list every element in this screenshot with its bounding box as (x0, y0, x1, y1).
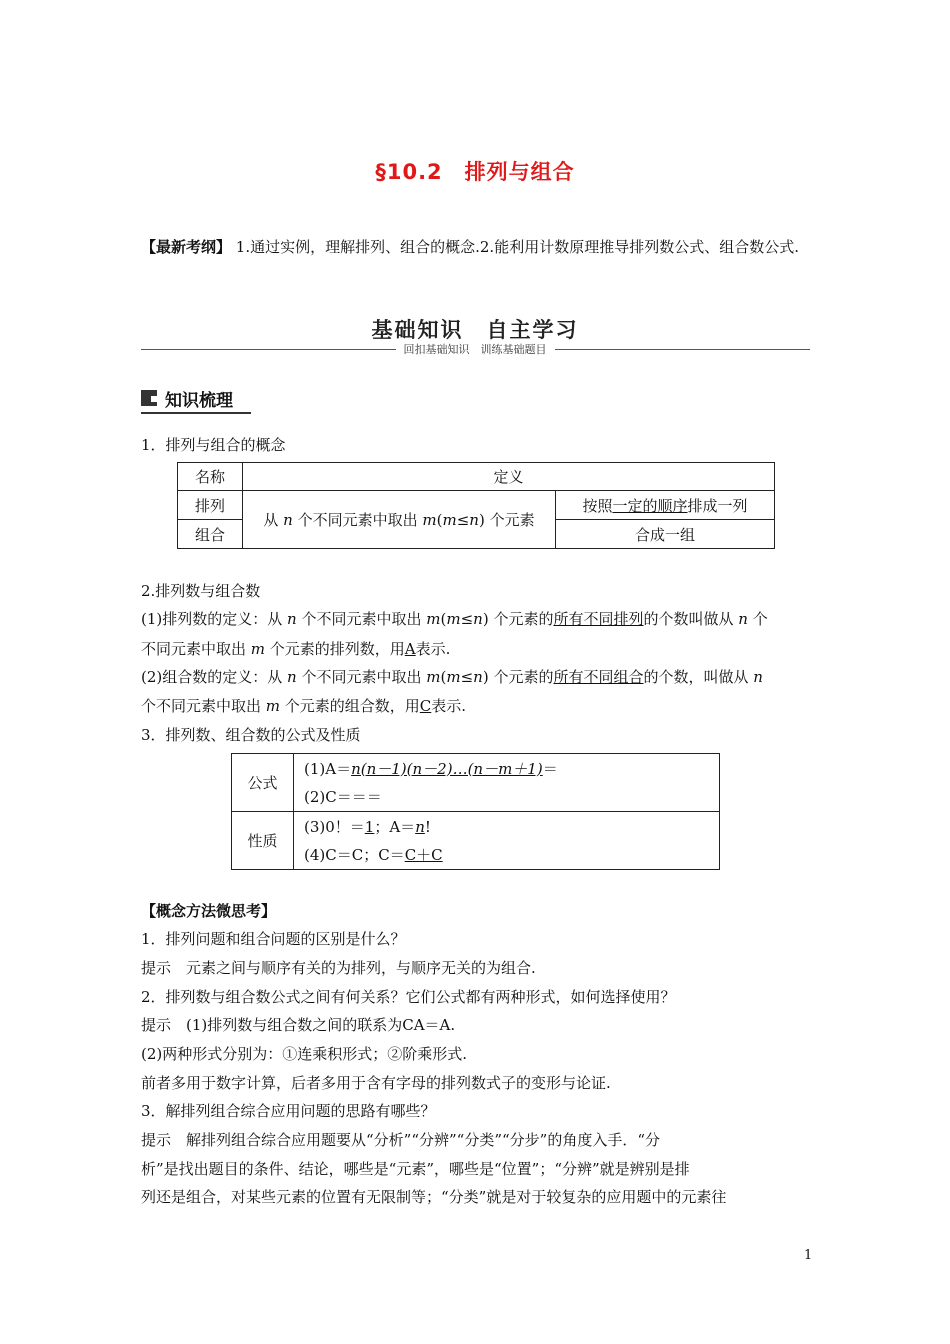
s1-heading: 1．排列与组合的概念 (141, 436, 286, 454)
page-number: 1 (804, 1248, 813, 1263)
property-4: (4)C＝C；C＝C＋C (304, 845, 443, 864)
concept-row-arrange: 排列 (178, 491, 243, 520)
think-a2-2: (2)两种形式分别为：①连乘积形式；②阶乘形式. (141, 1045, 468, 1063)
s2-p1-line1: (1)排列数的定义：从 n 个不同元素中取出 m(m≤n) 个元素的所有不同排列的个数叫做从 n 个 (141, 610, 768, 628)
exam-outline-tag: 【最新考纲】 (141, 238, 232, 256)
section-underline (141, 412, 251, 414)
formula-cell (294, 754, 720, 812)
exam-outline-text: 1.通过实例，理解排列、组合的概念.2.能利用计数原理推导排列数公式、组合数公式. (235, 238, 799, 256)
formula-2: (2)C＝＝＝ (304, 787, 382, 806)
property-cell (294, 812, 720, 870)
s2-heading: 2.排列数与组合数 (141, 582, 261, 600)
think-a1: 提示 元素之间与顺序有关的为排列，与顺序无关的为组合. (141, 959, 536, 977)
banner-subtitle: 回扣基础知识 训练基础题目 (396, 343, 555, 356)
section-square-notch (151, 396, 157, 402)
concept-table (177, 462, 775, 549)
concept-shared-def: 从 n 个不同元素中取出 m(m≤n) 个元素 (243, 491, 556, 549)
think-q1: 1．排列问题和组合问题的区别是什么？ (141, 930, 406, 948)
banner-title: 基础知识 自主学习 (371, 318, 579, 342)
s2-p1-line2: 不同元素中取出 m 个元素的排列数，用A表示. (141, 640, 451, 658)
formula-row-label: 公式 (232, 754, 294, 812)
banner-subtitle-wrap (0, 341, 950, 357)
think-a2-3: 前者多用于数字计算，后者多用于含有字母的排列数式子的变形与论证. (141, 1074, 611, 1092)
think-a2-1: 提示 (1)排列数与组合数之间的联系为CA＝A. (141, 1016, 456, 1034)
think-a3-1: 提示 解排列组合综合应用题要从“分析”“分辨”“分类”“分步”的角度入手．“分 (141, 1131, 661, 1149)
s3-heading: 3．排列数、组合数的公式及性质 (141, 726, 361, 744)
concept-col-name: 名称 (178, 463, 243, 491)
s2-p2-line2: 个不同元素中取出 m 个元素的组合数，用C表示. (141, 697, 467, 715)
section-header (141, 384, 251, 412)
think-q3: 3．解排列组合综合应用问题的思路有哪些？ (141, 1102, 436, 1120)
s2-p2-line1: (2)组合数的定义：从 n 个不同元素中取出 m(m≤n) 个元素的所有不同组合的个数，叫做从 n (141, 668, 763, 686)
think-heading: 【概念方法微思考】 (141, 902, 277, 920)
think-a3-2: 析”是找出题目的条件、结论，哪些是“元素”，哪些是“位置”；“分辨”就是辨别是排 (141, 1160, 690, 1178)
formula-table (231, 753, 720, 870)
page-title: §10.2 排列与组合 (375, 160, 575, 184)
think-q2: 2．排列数与组合数公式之间有何关系？它们公式都有两种形式，如何选择使用？ (141, 988, 676, 1006)
formula-1: (1)A＝n(n－1)(n－2)…(n－m＋1)＝ (304, 759, 558, 778)
section-title: 知识梳理 (165, 391, 233, 411)
exam-outline (141, 232, 810, 263)
concept-arrange-def: 按照一定的顺序排成一列 (556, 491, 775, 520)
property-3: (3)0！＝1；A＝n! (304, 817, 431, 836)
concept-col-def: 定义 (243, 463, 775, 491)
concept-row-combine: 组合 (178, 520, 243, 549)
concept-combine-def: 合成一组 (556, 520, 775, 549)
think-a3-3: 列还是组合，对某些元素的位置有无限制等；“分类”就是对于较复杂的应用题中的元素往 (141, 1188, 727, 1206)
property-row-label: 性质 (232, 812, 294, 870)
